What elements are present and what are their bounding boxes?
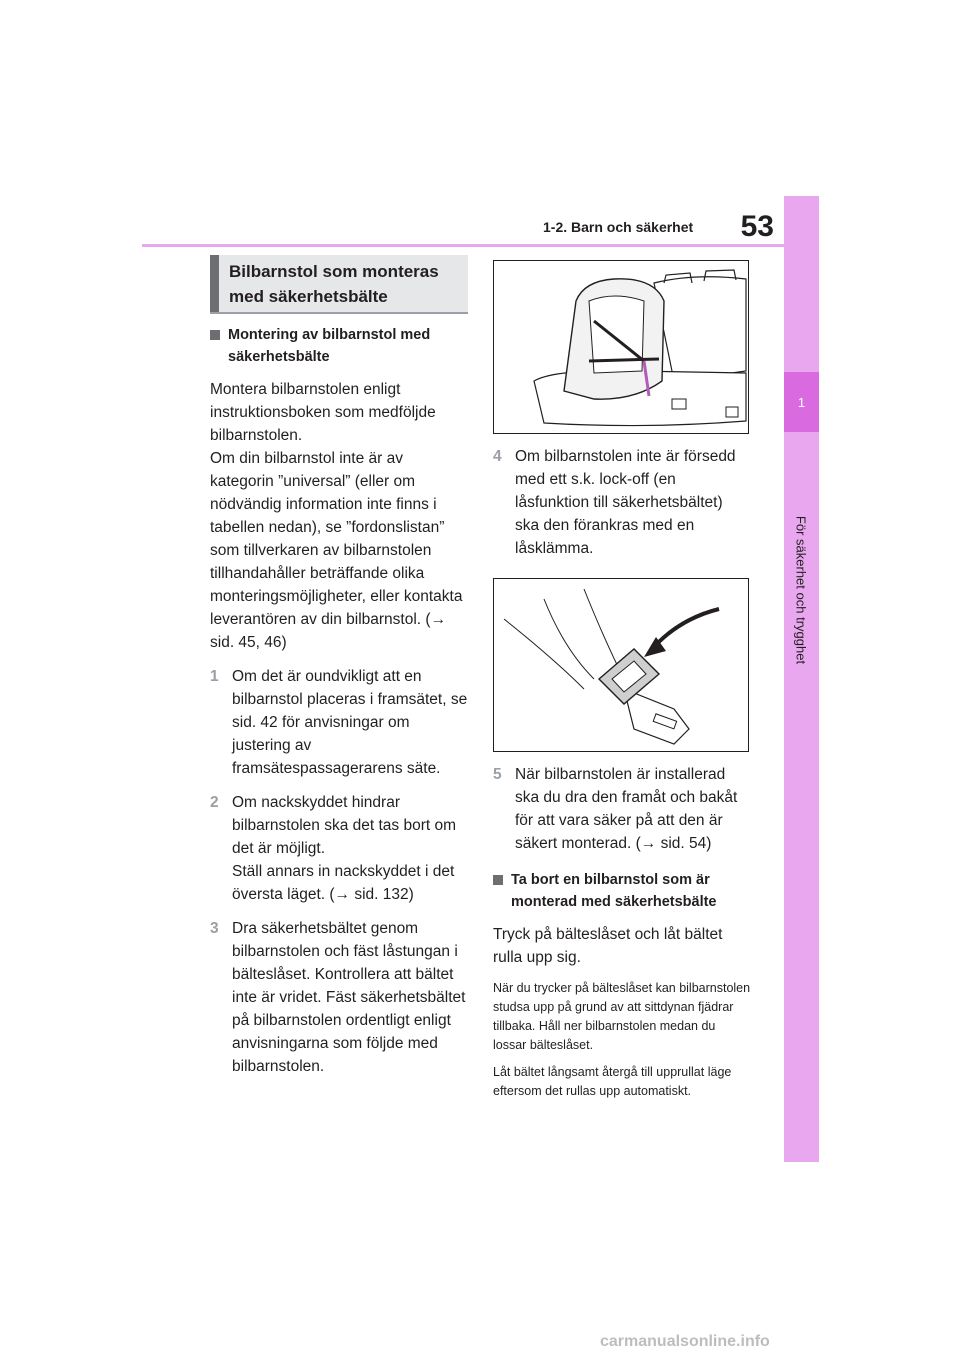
heading-line-2: med säkerhetsbälte: [229, 287, 388, 306]
step-number: 2: [210, 794, 219, 811]
subheading-remove: [493, 869, 751, 913]
note-paragraph: När du trycker på bälteslåset kan bilbarnstolen studsa upp på grund av att sittdynan fjädrar tillbaka. Håll ner bilbarnstolen medan du lossar bälteslåset.: [493, 981, 751, 1052]
square-bullet-icon: [210, 330, 220, 340]
right-column: [493, 260, 751, 1109]
intro-paragraph: Om din bilbarnstol inte är av kategorin ”universal” (eller om nödvändig information inte finns i tabellen nedan), se ”fordonslistan” som tillverkaren av bilbarnstolen tillhandahåller beträffande olika monteringsmöjligheter, eller kontakta leverantören av din bilbarnstol. (→ sid. 45, 46): [210, 450, 463, 651]
header-divider: [142, 244, 788, 247]
intro-paragraph: Montera bilbarnstolen enligt instruktionsboken som medföljde bilbarnstolen.: [210, 381, 436, 444]
step-3: [210, 917, 468, 1078]
remove-body-text: [493, 923, 751, 969]
section-heading-text: [219, 255, 439, 312]
step-1: [210, 665, 468, 780]
subheading-install: [210, 324, 468, 368]
locking-clip-illustration: [493, 578, 749, 752]
heading-accent-bar: [210, 255, 219, 312]
intro-text: [210, 378, 468, 654]
watermark: carmanualsonline.info: [600, 1333, 770, 1350]
subheading-install-text: Montering av bilbarnstol med säkerhetsbälte: [228, 327, 431, 365]
step-text: När bilbarnstolen är installerad ska du dra den framåt och bakåt för att vara säker på att den är säkert monterad. (→ sid. 54): [515, 766, 738, 852]
step-5: [493, 763, 751, 855]
step-text: Dra säkerhetsbältet genom bilbarnstolen och fäst låstungan i bälteslåset. Kontrollera att bältet inte är vridet. Fäst säkerhetsbältet på bilbarnstolen ordentligt enligt anvisningarna som följde med bilbarnstolen.: [232, 920, 466, 1075]
section-heading: [210, 255, 468, 314]
square-bullet-icon: [493, 875, 503, 885]
chapter-number-tab: 1: [784, 372, 819, 432]
remove-paragraph: Tryck på bälteslåset och låt bältet rulla upp sig.: [493, 926, 723, 966]
left-column: [210, 255, 468, 1078]
chapter-side-tab: [784, 196, 819, 1162]
step-text: Om det är oundvikligt att en bilbarnstol placeras i framsätet, se sid. 42 för anvisningar om justering av framsätespassagerarens säte.: [232, 668, 468, 777]
section-title: 1-2. Barn och säkerhet: [543, 219, 694, 235]
notes: [493, 979, 751, 1101]
note-paragraph: Låt bältet långsamt återgå till upprullat läge eftersom det rullas upp automatiskt.: [493, 1065, 732, 1098]
step-number: 5: [493, 766, 502, 783]
heading-line-1: Bilbarnstol som monteras: [229, 262, 439, 281]
step-number: 3: [210, 920, 219, 937]
step-number: 4: [493, 448, 502, 465]
step-number: 1: [210, 668, 219, 685]
page-number: 53: [740, 210, 774, 243]
step-4: [493, 445, 751, 560]
subheading-remove-text: Ta bort en bilbarnstol som är monterad med säkerhetsbälte: [511, 872, 717, 910]
chapter-title: För säkerhet och trygghet: [793, 515, 809, 665]
step-text: Om bilbarnstolen inte är försedd med ett s.k. lock-off (en låsfunktion till säkerhetsbältet) ska den förankras med en låsklämma.: [515, 448, 736, 557]
step-2: [210, 791, 468, 906]
step-text: Om nackskyddet hindrar bilbarnstolen ska det tas bort om det är möjligt.: [232, 794, 457, 857]
child-seat-illustration: [493, 260, 749, 434]
step-text: Ställ annars in nackskyddet i det översta läget. (→ sid. 132): [232, 863, 455, 903]
